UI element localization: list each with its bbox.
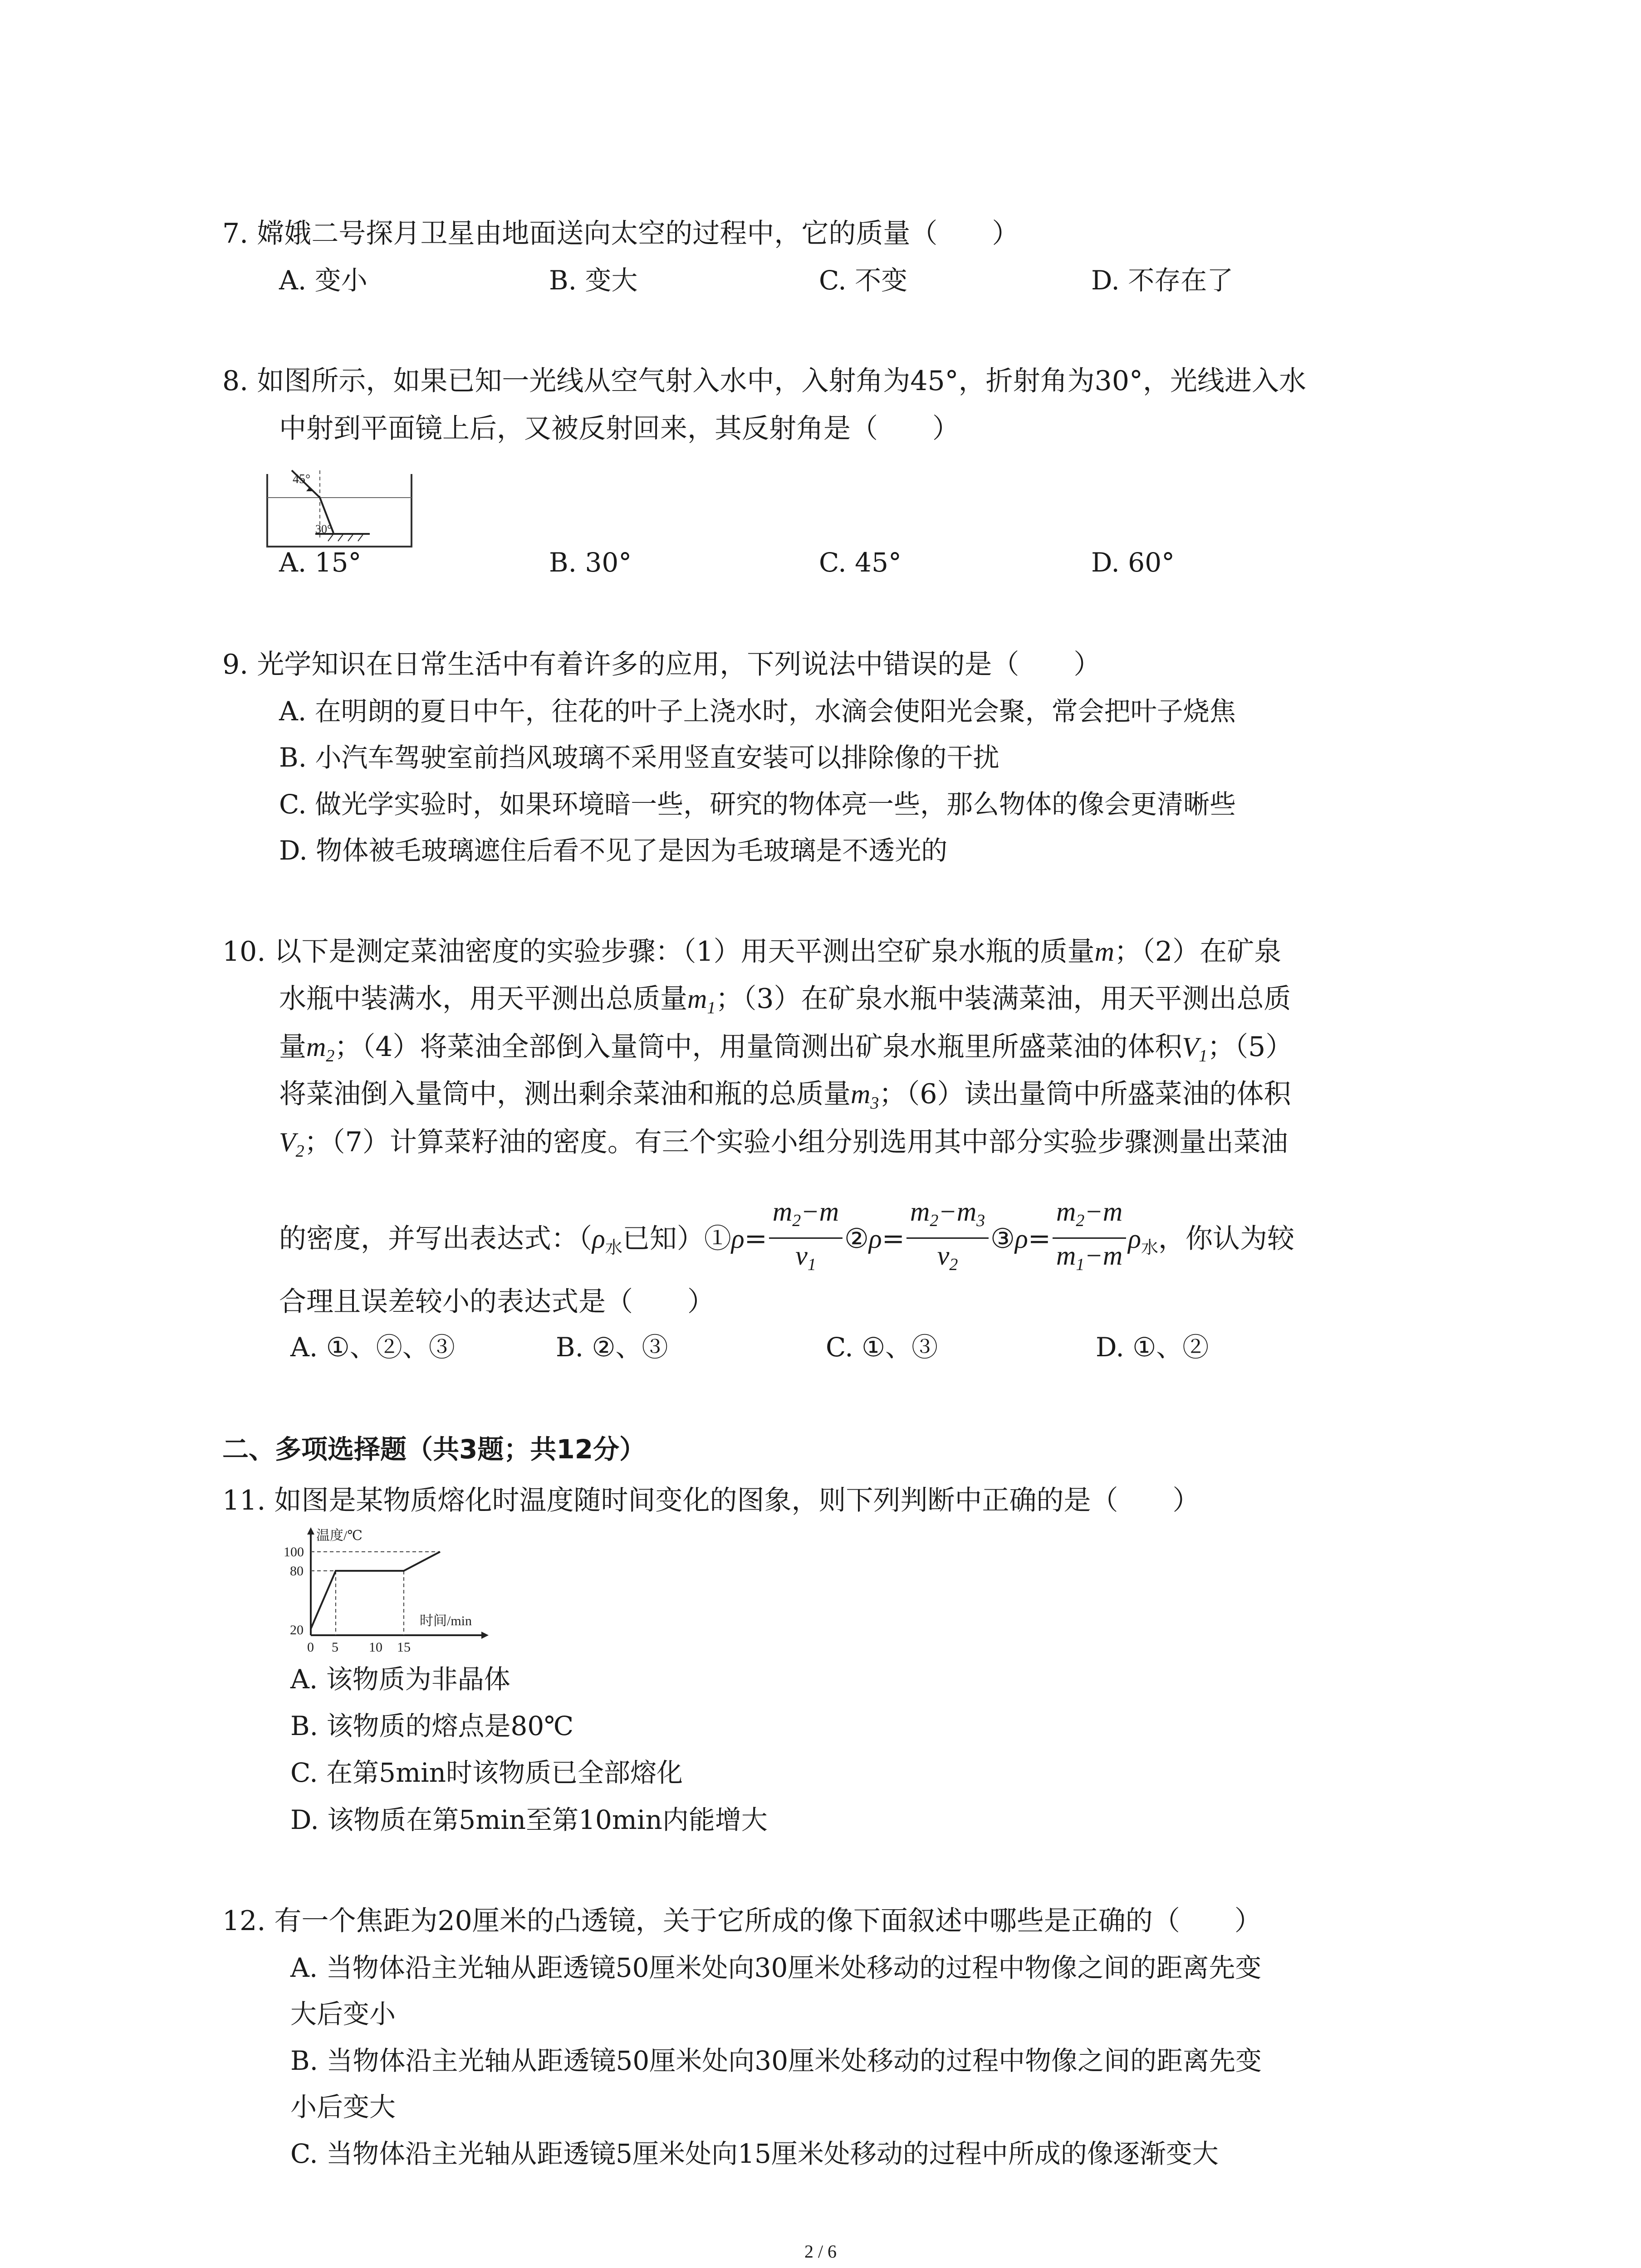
question-12-option-c: C. 当物体沿主光轴从距透镜5厘米处向15厘米处移动的过程中所成的像逐渐变大 (290, 2138, 1219, 2169)
question-7-option-d: D. 不存在了 (1091, 265, 1234, 296)
question-10-option-c: C. ①、③ (826, 1332, 938, 1363)
question-9-stem: 9. 光学知识在日常生活中有着许多的应用，下列说法中错误的是（ ） (222, 649, 1101, 680)
graph-y-axis-label: 温度/℃ (316, 1528, 362, 1543)
question-8-stem-line-1: 8. 如图所示，如果已知一光线从空气射入水中，入射角为45°，折射角为30°，光线进入水 (222, 365, 1307, 397)
question-8-option-b: B. 30° (549, 547, 632, 578)
question-7-option-c: C. 不变 (819, 265, 908, 296)
question-10-line-4: 将菜油倒入量筒中，测出剩余菜油和瓶的总质量$m_3$；（6）读出量筒中所盛菜油的体积 (279, 1078, 1291, 1113)
question-9-option-d: D. 物体被毛玻璃遮住后看不见了是因为毛玻璃是不透光的 (279, 835, 948, 866)
question-7-option-b: B. 变大 (549, 265, 638, 296)
section-2-heading: 二、多项选择题（共3题；共12分） (222, 1434, 646, 1465)
question-10-line-2: 水瓶中装满水，用天平测出总质量$m_1$；（3）在矿泉水瓶中装满菜油，用天平测出总质 (279, 983, 1291, 1017)
melting-temperature-graph (284, 1526, 492, 1653)
graph-x-tick-0: 0 (307, 1640, 314, 1653)
question-11-option-c: C. 在第5min时该物质已全部熔化 (290, 1757, 683, 1788)
question-10-line-3: 量$m_2$；（4）将菜油全部倒入量筒中，用量筒测出矿泉水瓶里所盛菜油的体积$V_1$；（5） (279, 1031, 1293, 1066)
question-12-option-a-line-2: 大后变小 (290, 1999, 396, 2029)
question-8-stem-line-2: 中射到平面镜上后，又被反射回来，其反射角是（ ） (279, 413, 960, 445)
question-9-option-a: A. 在明朗的夏日中午，往花的叶子上浇水时，水滴会使阳光会聚，常会把叶子烧焦 (279, 696, 1236, 727)
question-10-line-1: 10. 以下是测定菜油密度的实验步骤：（1）用天平测出空矿泉水瓶的质量m；（2）在矿泉 (222, 936, 1282, 968)
page-number: 2 / 6 (804, 2241, 837, 2262)
question-10-line-7: 合理且误差较小的表达式是（ ） (279, 1286, 715, 1318)
question-9-option-b: B. 小汽车驾驶室前挡风玻璃不采用竖直安装可以排除像的干扰 (279, 742, 999, 773)
diagram-angle-label-30: 30° (315, 523, 332, 536)
question-9-option-c: C. 做光学实验时，如果环境暗一些，研究的物体亮一些，那么物体的像会更清晰些 (279, 789, 1236, 820)
question-7-stem: 7. 嫦娥二号探月卫星由地面送向太空的过程中，它的质量（ ） (222, 218, 1019, 249)
graph-x-tick-10: 10 (369, 1640, 382, 1653)
question-8-option-a: A. 15° (279, 547, 362, 578)
diagram-angle-label-45: 45° (293, 472, 311, 486)
graph-x-axis-label: 时间/min (420, 1613, 472, 1628)
question-10-option-a: A. ①、②、③ (290, 1332, 455, 1363)
question-12-option-a-line-1: A. 当物体沿主光轴从距透镜50厘米处向30厘米处移动的过程中物像之间的距离先变 (290, 1952, 1262, 1983)
question-11-option-a: A. 该物质为非晶体 (290, 1664, 510, 1695)
refraction-diagram (265, 460, 415, 551)
question-8-option-d: D. 60° (1091, 547, 1175, 578)
question-10-line-5: $V_2$；（7）计算菜籽油的密度。有三个实验小组分别选用其中部分实验步骤测量出菜油 (279, 1126, 1288, 1161)
graph-y-tick-80: 80 (290, 1564, 304, 1579)
graph-y-tick-20: 20 (290, 1623, 304, 1637)
question-12-option-b-line-1: B. 当物体沿主光轴从距透镜50厘米处向30厘米处移动的过程中物像之间的距离先变 (290, 2045, 1262, 2076)
graph-y-tick-100: 100 (284, 1545, 304, 1559)
question-12-stem: 12. 有一个焦距为20厘米的凸透镜，关于它所成的像下面叙述中哪些是正确的（ ） (222, 1905, 1262, 1937)
question-11-option-d: D. 该物质在第5min至第10min内能增大 (290, 1804, 768, 1835)
question-11-option-b: B. 该物质的熔点是80℃ (290, 1711, 574, 1741)
question-10-option-d: D. ①、② (1096, 1332, 1209, 1363)
question-10-line-6-formulas: 的密度，并写出表达式：（$\rho_水$已知）①ρ= $\frac{m_2-m}{v_1}$ ②ρ= $\frac{m_2-m_3}{v_2}$ ③ρ= $\frac{m_2-m}{m_1-m}$ $\rho_水$，你认为较 (279, 1198, 1294, 1284)
question-8-option-c: C. 45° (819, 547, 901, 578)
graph-x-tick-15: 15 (397, 1640, 411, 1653)
question-12-option-b-line-2: 小后变大 (290, 2092, 396, 2122)
question-11-stem: 11. 如图是某物质熔化时温度随时间变化的图象，则下列判断中正确的是（ ） (222, 1485, 1200, 1516)
graph-x-tick-5: 5 (332, 1640, 338, 1653)
question-7-option-a: A. 变小 (279, 265, 367, 296)
question-10-option-b: B. ②、③ (556, 1332, 668, 1363)
